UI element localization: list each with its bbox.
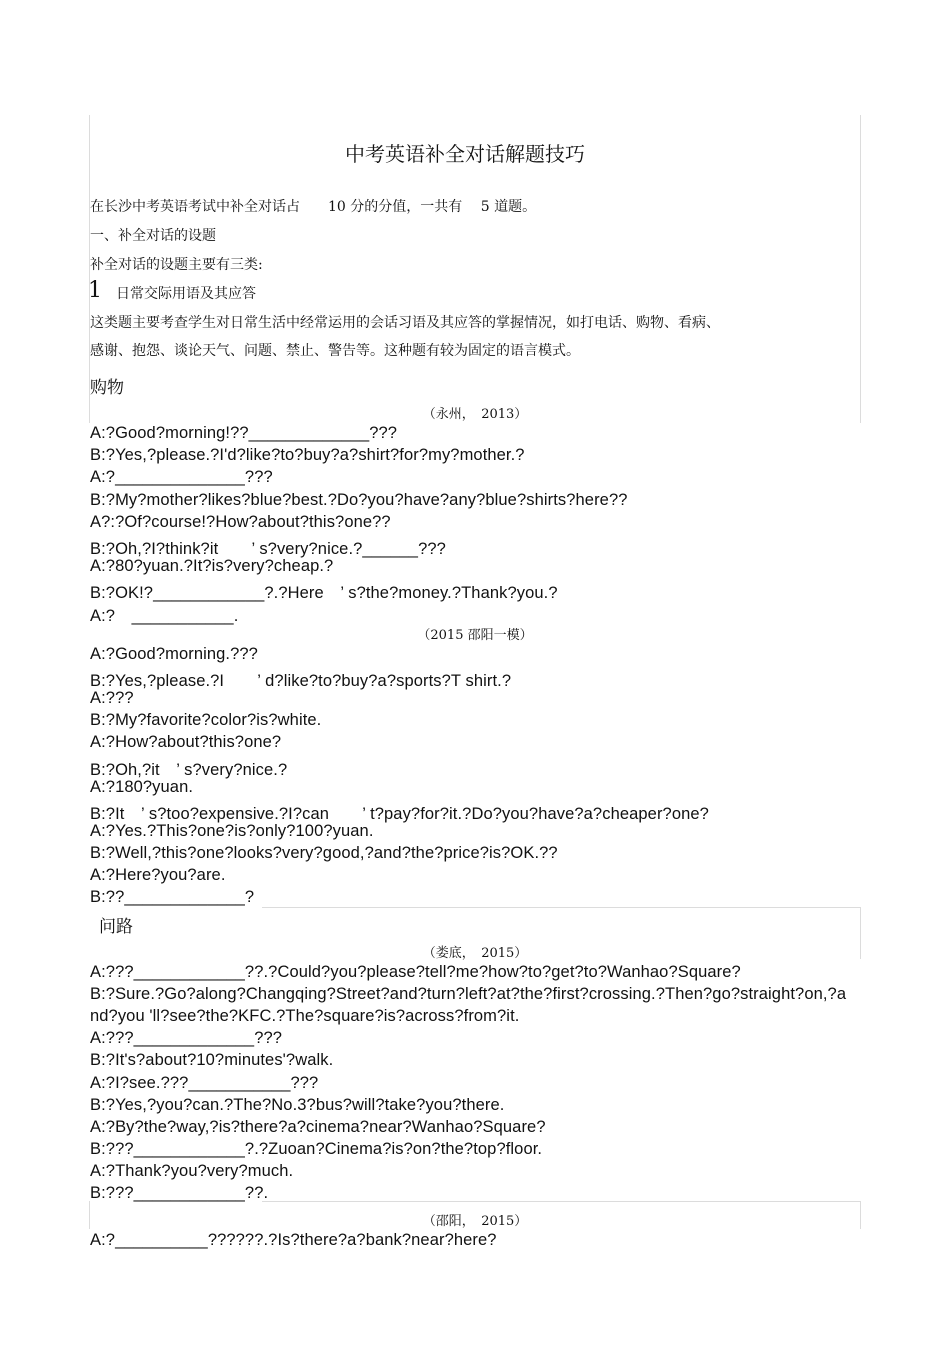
dialogue-line: A:?Thank?you?very?much. [90, 1161, 294, 1180]
dialogue-line: B:?Yes,?please.?I'd?like?to?buy?a?shirt?for?my?mother.? [90, 446, 525, 465]
source-label: （邵阳， 2015） [422, 1214, 528, 1229]
dialogue-line: A:?______________??? [90, 468, 273, 487]
dialogue-line: B:?It ’ s?too?expensive.?I?can ’ t?pay?for?it.?Do?you?have?a?cheaper?one? [90, 804, 709, 823]
page-title: 中考英语补全对话解题技巧 [345, 142, 585, 166]
dialogue-line: B:?Yes,?please.?I ’ d?like?to?buy?a?sports?T shirt.? [90, 672, 512, 691]
dialogue-line: A:?Here?you?are. [90, 866, 226, 884]
dialogue-line: B:??_____________? [90, 888, 255, 907]
item-label: 日常交际用语及其应答 [116, 286, 256, 302]
dialogue-line: B:?My?mother?likes?blue?best.?Do?you?have?any?blue?shirts?here?? [90, 490, 628, 509]
dialogue-line: B:?It's?about?10?minutes'?walk. [90, 1051, 334, 1070]
desc-line-1: 这类题主要考查学生对日常生活中经常运用的会话习语及其应答的掌握情况，如打电话、购物、看病、 [90, 315, 720, 331]
dialogue-line: B:???____________??. [90, 1184, 269, 1202]
dialogue-line: A:? ___________. [90, 606, 239, 625]
dialogue-line: B:???____________?.?Zuoan?Cinema?is?on?the?top?floor. [90, 1139, 543, 1158]
dialogue-line: A:???____________??.?Could?you?please?tell?me?how?to?get?to?Wanhao?Square? [90, 963, 741, 981]
dialogue-line: A:?180?yuan. [90, 777, 194, 796]
source-label: （2015 邵阳一模） [417, 628, 533, 643]
scan-border-top-3 [262, 1201, 860, 1202]
dialogue-line: B:?OK!?____________?.?Here ’ s?the?money.?Thank?you.? [90, 584, 558, 603]
source-label: （永州， 2013） [422, 407, 528, 422]
dialogue-line: A:?I?see.???___________??? [90, 1073, 319, 1092]
heading-directions: 问路 [99, 917, 133, 937]
dialogue-line: A:?Yes.?This?one?is?only?100?yuan. [90, 821, 374, 840]
dialogue-line: A:?Good?morning!??_____________??? [90, 424, 398, 442]
dialogue-line: A:?80?yuan.?It?is?very?cheap.? [90, 557, 334, 576]
dialogue-line: B:?My?favorite?color?is?white. [90, 711, 322, 730]
dialogue-line: A?:?Of?course!?How?about?this?one?? [90, 512, 391, 531]
dialogue-line: A:?By?the?way,?is?there?a?cinema?near?Wanhao?Square? [90, 1117, 546, 1136]
dialogue-line: A:?__________??????.?Is?there?a?bank?near?here? [90, 1231, 497, 1249]
intro-line-1: 在长沙中考英语考试中补全对话占 10 分的分值，一共有 5 道题。 [90, 199, 537, 215]
item-number: 1 [88, 278, 102, 303]
intro-line-3: 补全对话的设题主要有三类: [90, 257, 263, 273]
dialogue-line: A:???_____________??? [90, 1029, 283, 1048]
source-label: （娄底， 2015） [422, 946, 528, 961]
heading-shopping: 购物 [90, 378, 124, 398]
desc-line-2: 感谢、抱怨、谈论天气、问题、禁止、警告等。这种题有较为固定的语言模式。 [90, 343, 580, 359]
dialogue-line: B:?Sure.?Go?along?Changqing?Street?and?turn?left?at?the?first?crossing.?Then?go?straight?on,?a [90, 985, 847, 1004]
dialogue-line: B:?Well,?this?one?looks?very?good,?and?the?price?is?OK.?? [90, 843, 558, 862]
dialogue-line: A:??? [90, 689, 134, 708]
section-heading-1: 一、补全对话的设题 [90, 228, 216, 244]
dialogue-line: nd?you 'll?see?the?KFC.?The?square?is?across?from?it. [90, 1007, 520, 1026]
dialogue-line: B:?Oh,?it ’ s?very?nice.? [90, 760, 288, 779]
dialogue-line: A:?How?about?this?one? [90, 733, 282, 752]
dialogue-line: B:?Yes,?you?can.?The?No.3?bus?will?take?you?there. [90, 1095, 505, 1114]
scan-border-top-2 [262, 907, 860, 908]
dialogue-line: A:?Good?morning.??? [90, 645, 258, 663]
dialogue-line: B:?Oh,?I?think?it ’ s?very?nice.?______??? [90, 540, 446, 558]
